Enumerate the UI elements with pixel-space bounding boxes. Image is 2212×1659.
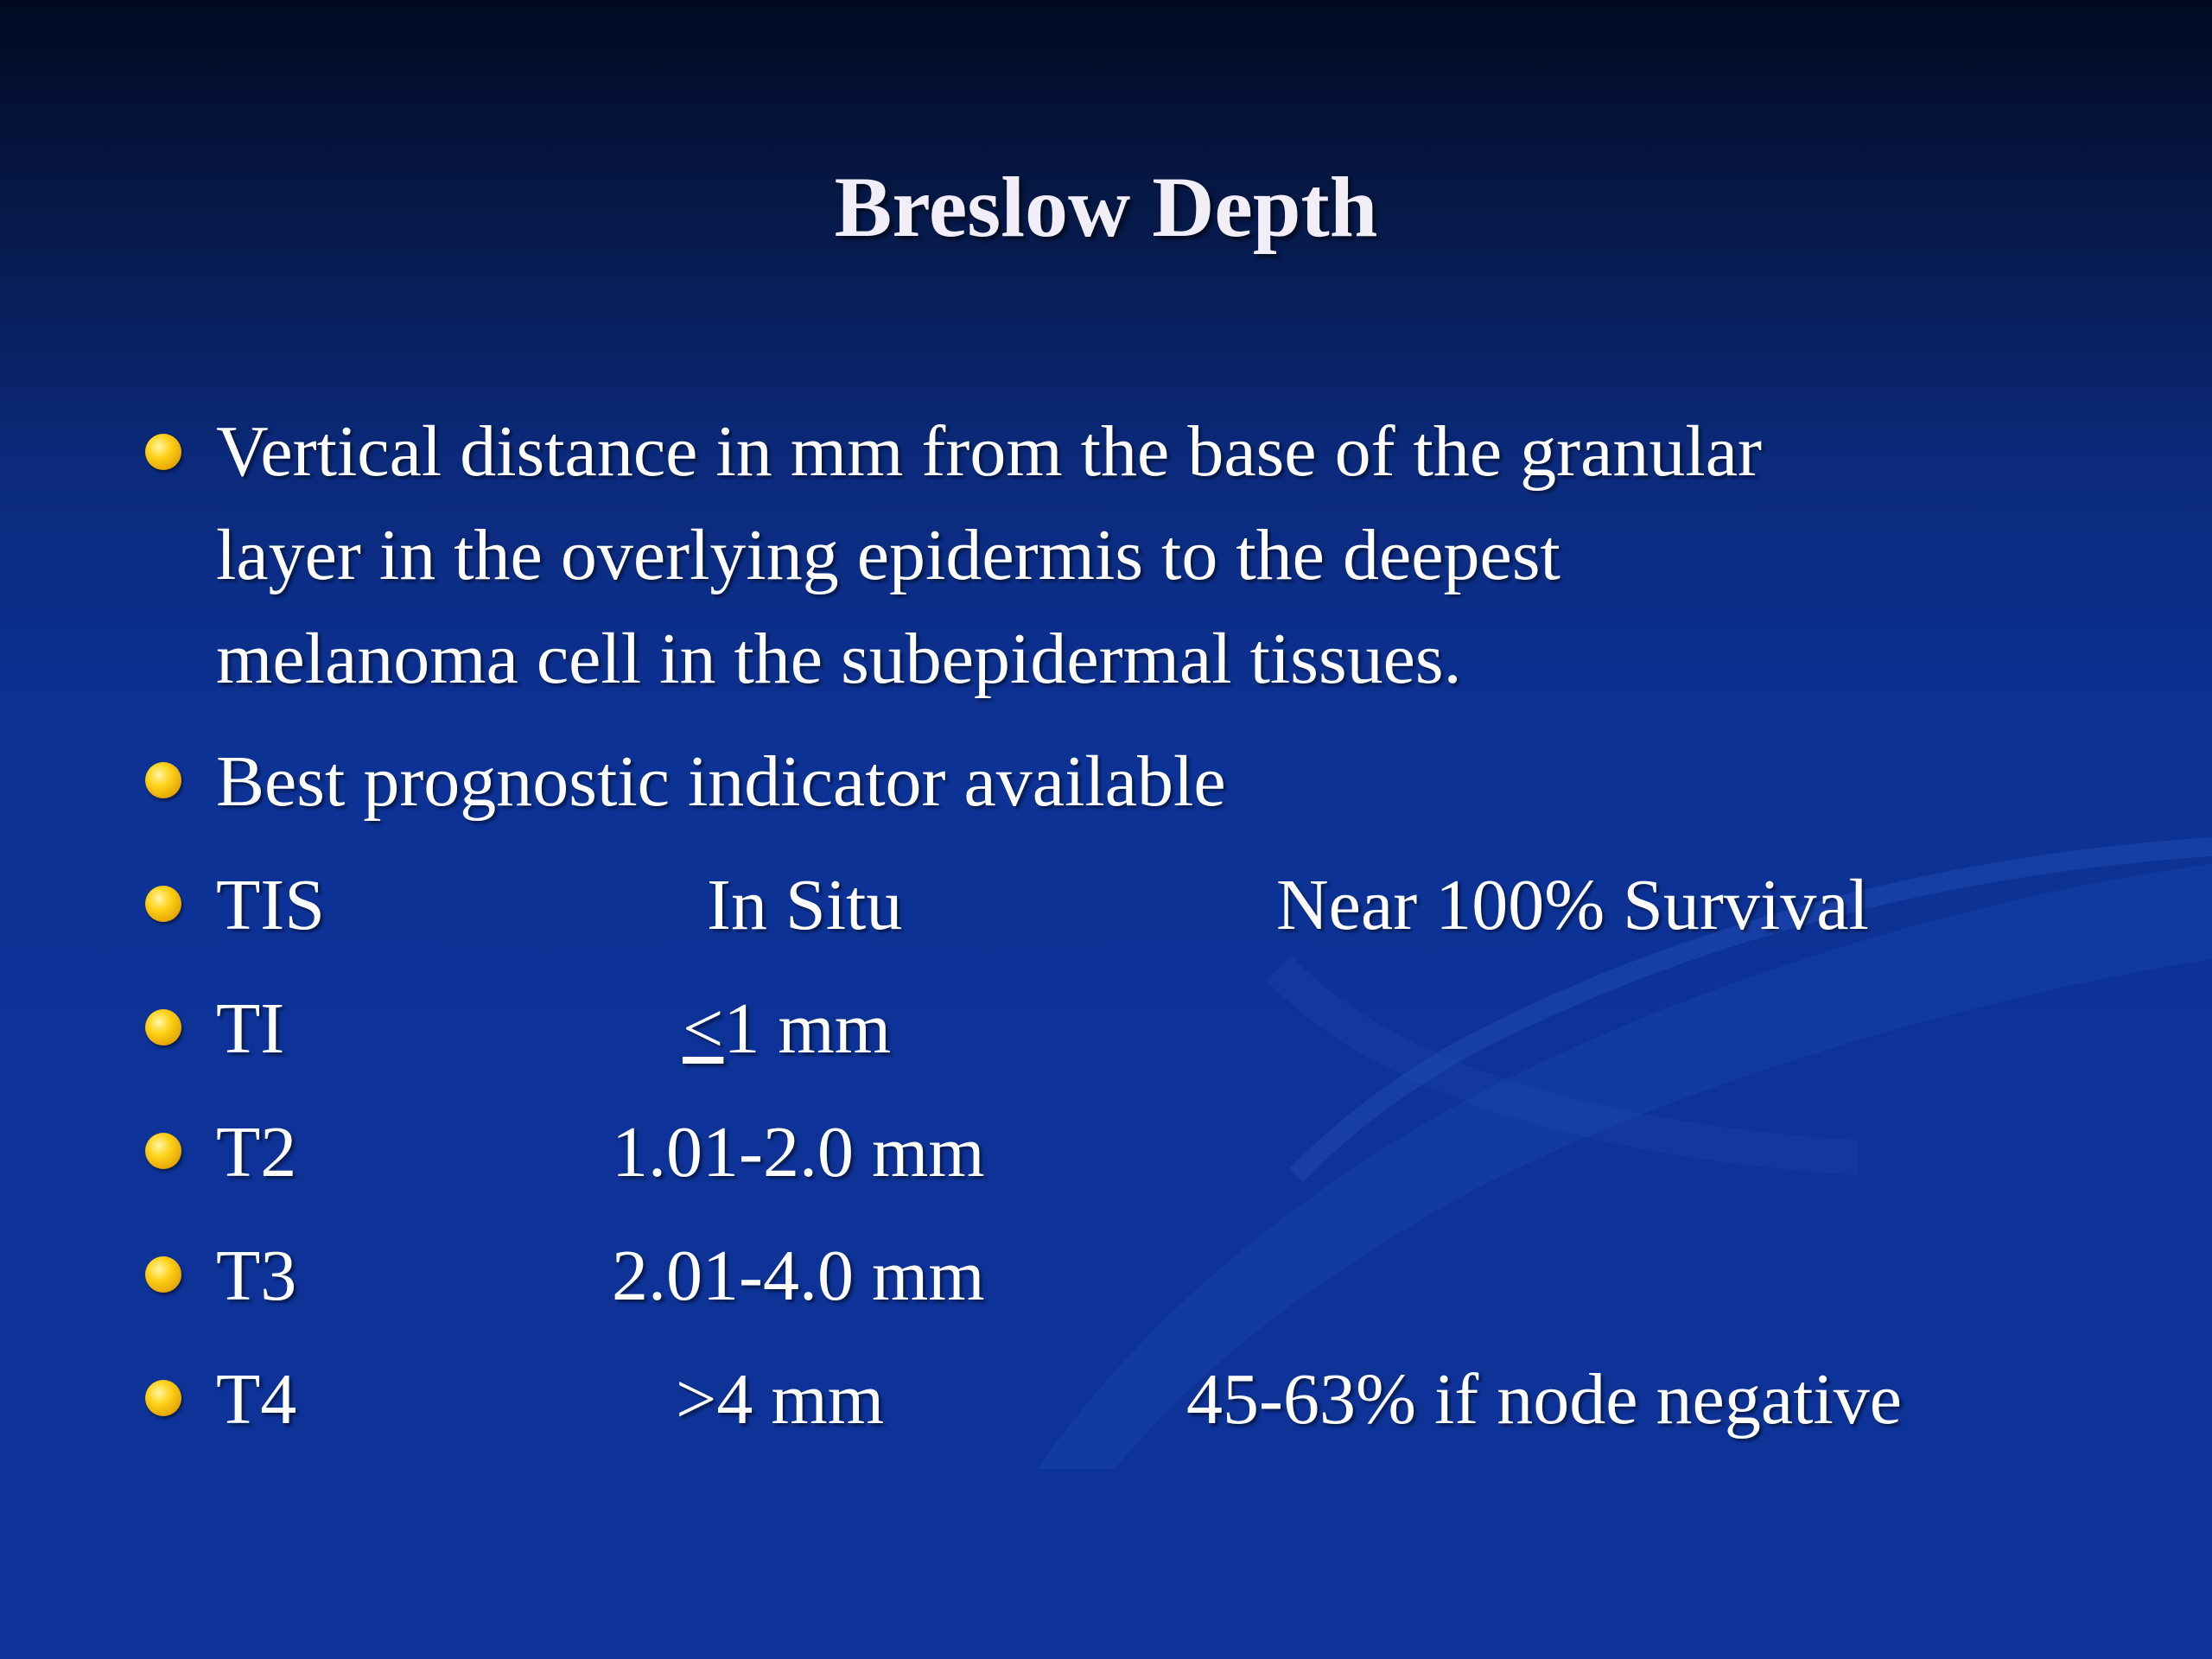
bullet-dot-icon — [145, 1256, 181, 1293]
stage-label: T2 — [216, 1112, 297, 1192]
stage-label: T3 — [216, 1236, 297, 1316]
stage-label: T4 — [216, 1359, 297, 1440]
stage-depth: 1.01-2.0 mm — [612, 1112, 985, 1192]
prognostic-text: Best prognostic indicator available — [216, 741, 1226, 822]
bullet-dot-icon — [145, 1009, 181, 1046]
stage-survival: Near 100% Survival — [1276, 865, 1869, 945]
definition-line-1: Vertical distance in mm from the base of the granular — [216, 411, 1763, 492]
stage-label: TIS — [216, 865, 325, 945]
definition-line-2: layer in the overlying epidermis to the deepest — [216, 515, 1560, 595]
stage-depth: In Situ — [707, 865, 903, 945]
bullet-dot-icon — [145, 1133, 181, 1169]
bullet-dot-icon — [145, 762, 181, 798]
definition-line-3: melanoma cell in the subepidermal tissues. — [216, 619, 1462, 699]
less-than-or-equal-symbol: < — [683, 988, 724, 1069]
stage-survival: 45-63% if node negative — [1186, 1359, 1903, 1440]
stage-depth: >4 mm — [676, 1359, 885, 1440]
stage-depth — [683, 977, 891, 1081]
stage-label: TI — [216, 988, 285, 1069]
stage-depth: 2.01-4.0 mm — [612, 1236, 985, 1316]
bullet-dot-icon — [145, 434, 181, 470]
slide-title: Breslow Depth — [834, 159, 1378, 255]
bullet-dot-icon — [145, 886, 181, 922]
definition-text — [216, 400, 2117, 711]
stage-depth-value: 1 mm — [723, 988, 892, 1069]
bullet-dot-icon — [145, 1380, 181, 1416]
